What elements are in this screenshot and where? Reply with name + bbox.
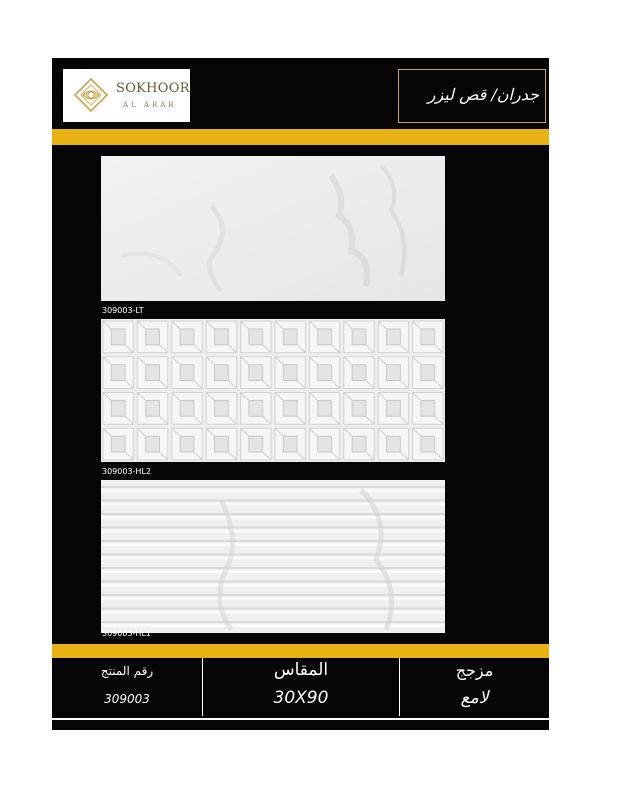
tile-code-hl1: 309003-HL1 [102, 629, 151, 638]
size-cell [202, 658, 399, 716]
glaze-value: لامع [460, 688, 489, 708]
diamond-logo-icon [71, 75, 111, 115]
glaze-label: مزجج [455, 661, 494, 680]
tile-code-hl2: 309003-HL2 [102, 467, 151, 476]
bottom-gold-band [52, 644, 549, 658]
product-info-row [52, 658, 549, 716]
product-number-cell [52, 658, 202, 716]
product-number-label: رقم المنتج [100, 664, 154, 678]
category-title: جدران/ قص ليزر [427, 85, 539, 104]
brand-subtitle: AL ARAB [123, 101, 177, 109]
size-label: المقاس [273, 660, 329, 680]
tile-image-hl1 [101, 480, 445, 633]
size-value: 30X90 [273, 688, 329, 708]
bottom-divider [52, 718, 549, 720]
tile-image-lt [101, 156, 445, 301]
brand-logo [63, 69, 190, 122]
catalog-sheet [52, 58, 549, 730]
product-number-value: 309003 [104, 692, 150, 706]
tile-code-lt: 309003-LT [102, 306, 144, 315]
glaze-cell [399, 658, 549, 716]
top-gold-band [52, 129, 549, 145]
category-title-box [398, 69, 546, 123]
tile-image-hl2 [101, 319, 445, 462]
brand-name: SOKHOOR [116, 81, 190, 96]
